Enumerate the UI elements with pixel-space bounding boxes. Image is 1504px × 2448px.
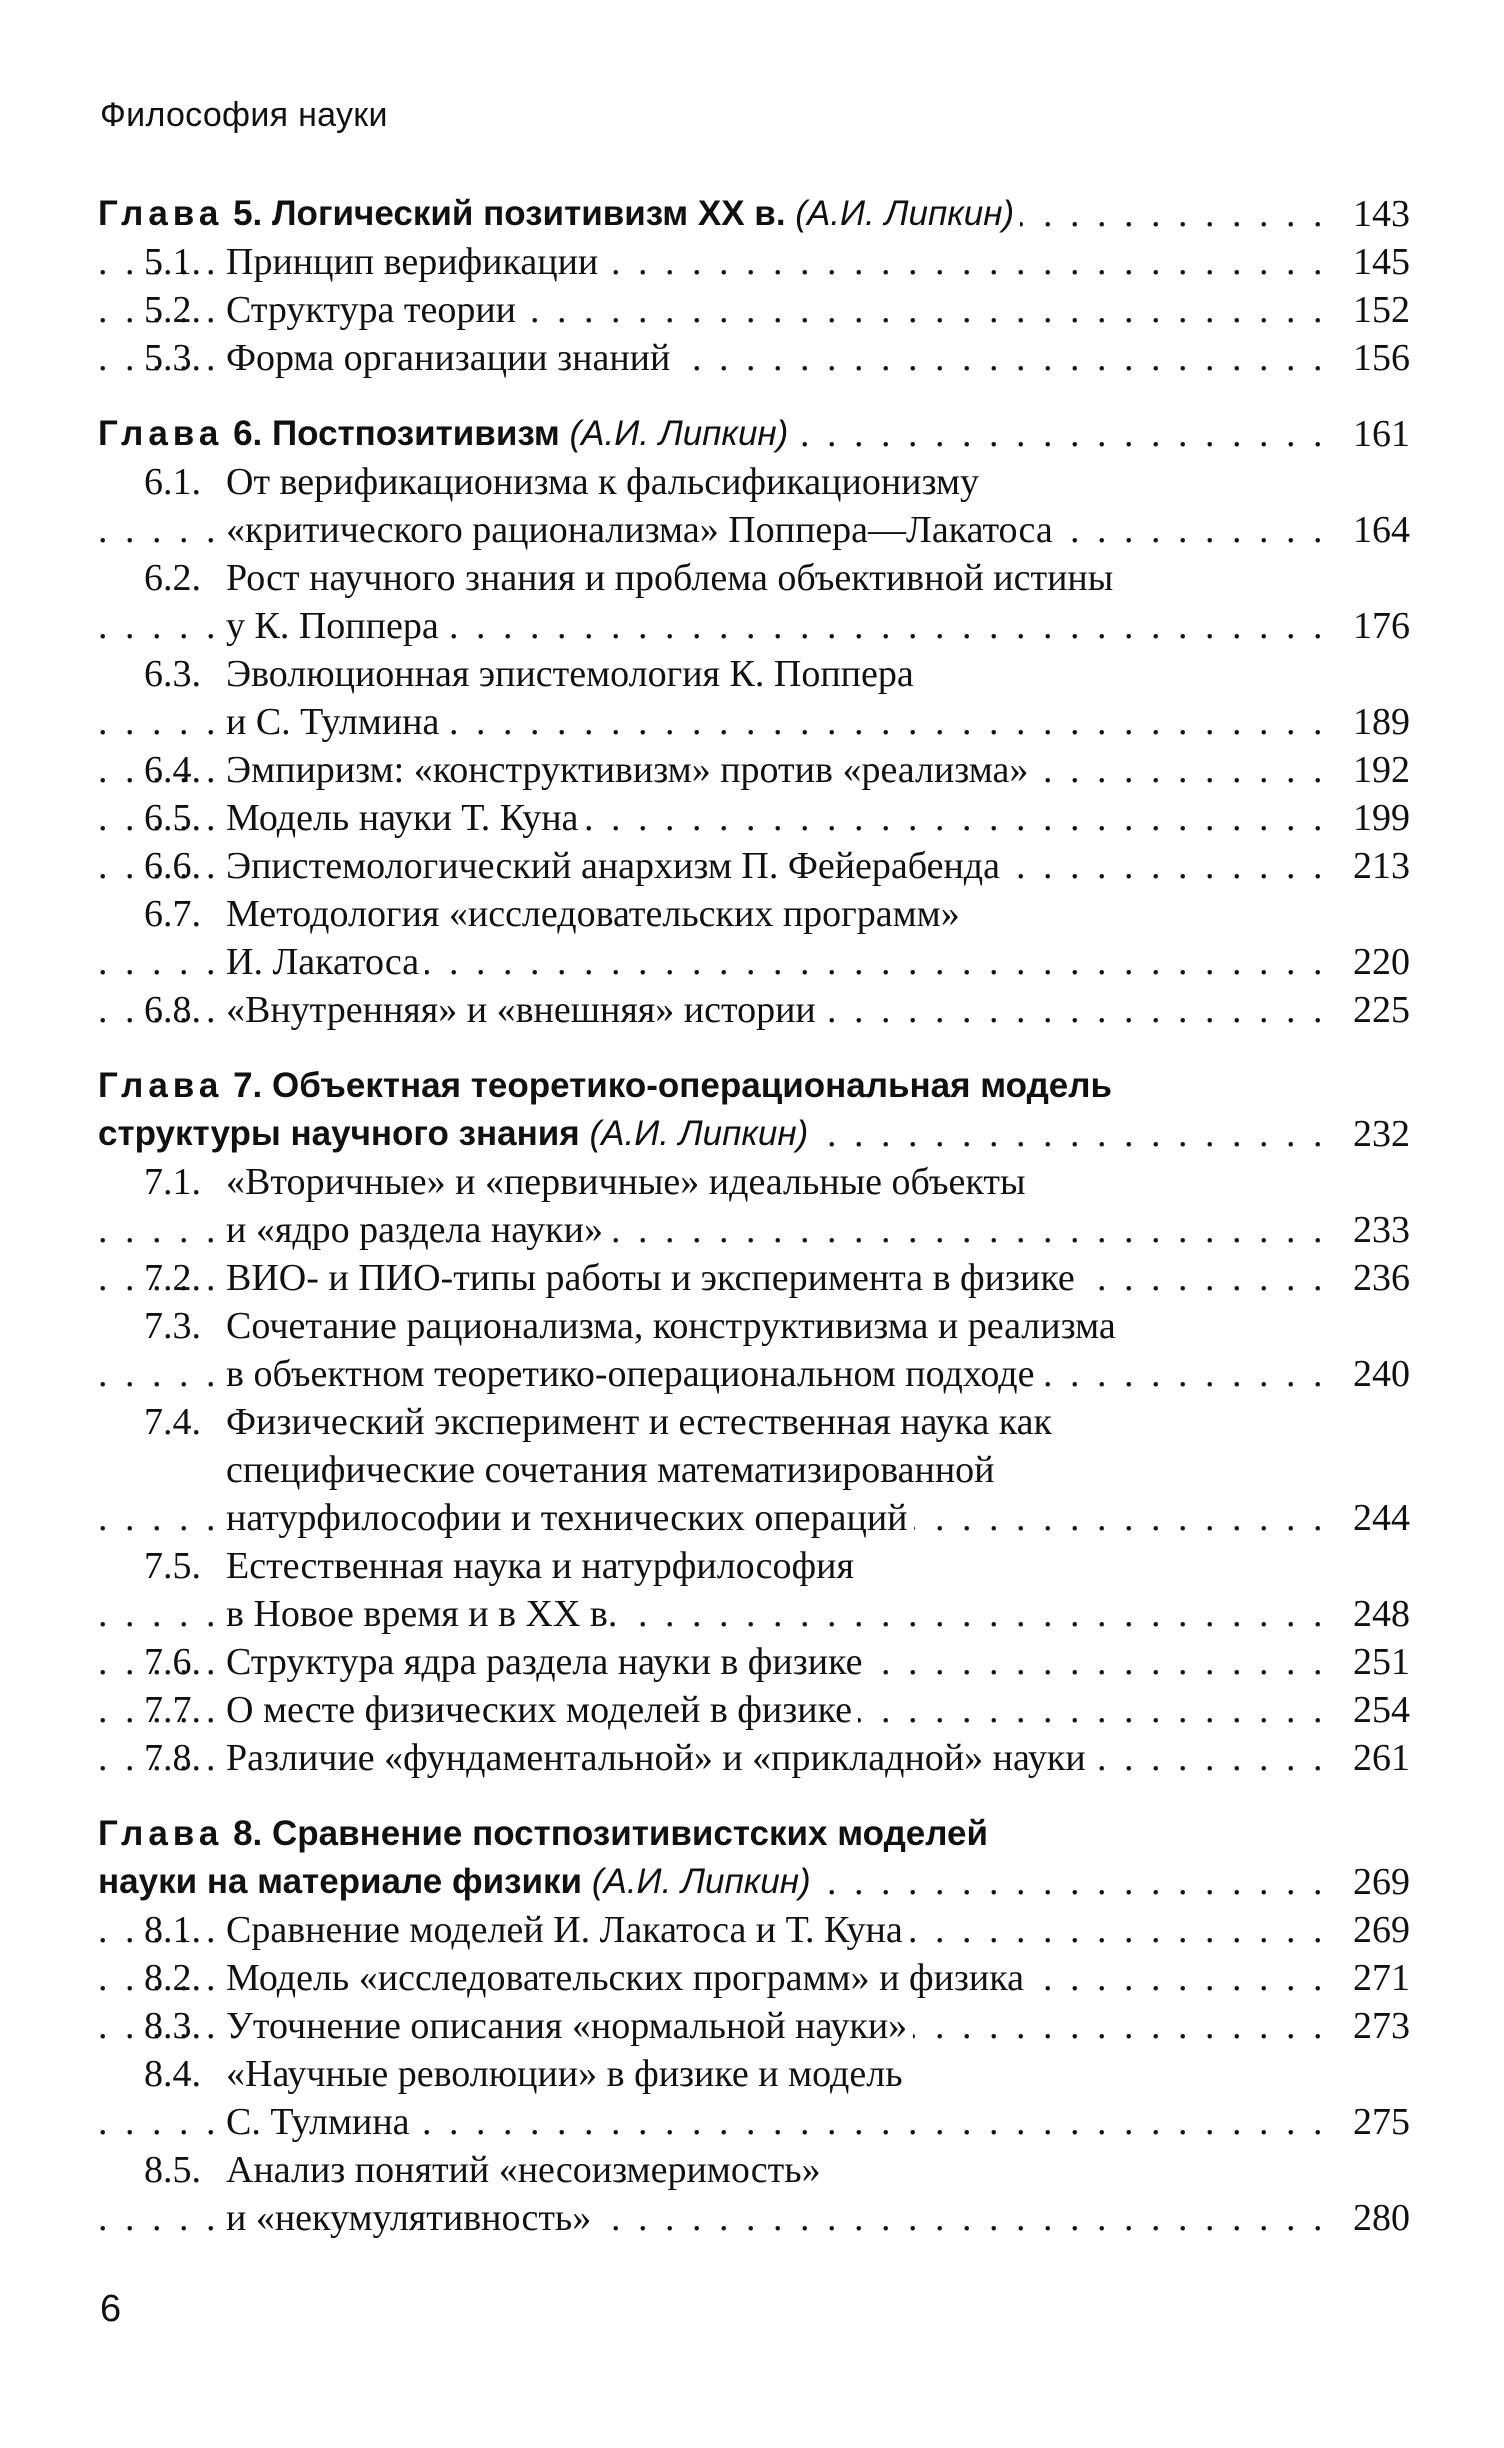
section-title-cont: . . . С. Тулмина [226,2098,416,2146]
section-title: Естественная наука и натурфилософия [226,1542,860,1590]
section-page: 240 [1338,1350,1410,1398]
section-page: 225 [1338,986,1410,1034]
section-page: 189 [1338,698,1410,746]
section-number: . . . 6.8. [144,989,201,1031]
section-8-2[interactable] [98,1954,1410,2002]
section-title: Различие «фундаментальной» и «прикладной» науки [226,1734,1092,1782]
section-7-4[interactable] [98,1398,1410,1446]
section-title-cont: . . . в объектном теоретико-операциональном подходе [226,1350,1041,1398]
section-number: . . . 7.2. [144,1257,201,1299]
chapter-5-heading[interactable] [98,190,1410,238]
chapter-page: 269 [1338,1858,1410,1906]
section-6-6[interactable] [98,842,1410,890]
section-title: Сочетание рационализма, конструктивизма и реализма [226,1302,1122,1350]
section-page: 236 [1338,1254,1410,1302]
chapter-page: 143 [1338,190,1410,238]
section-page: 152 [1338,286,1410,334]
section-6-7-cont[interactable] [98,938,1410,986]
section-8-5-cont[interactable] [98,2194,1410,2242]
chapter-7-heading-cont[interactable] [98,1110,1410,1158]
section-page: 271 [1338,1954,1410,2002]
section-title: Физический эксперимент и естественная наука как [226,1398,1058,1446]
section-title-cont: . . . в Новое время и в XX в. [226,1590,623,1638]
section-number: . . . 7.7. [144,1689,201,1731]
section-7-6[interactable] [98,1638,1410,1686]
chapter-number: 6. [233,414,263,453]
section-8-4[interactable] [98,2050,1410,2098]
chapter-title: Логический позитивизм XX в. [272,194,786,233]
section-page: 275 [1338,2098,1410,2146]
section-title: Модель науки Т. Куна [226,794,584,842]
section-page: 248 [1338,1590,1410,1638]
section-page: 176 [1338,602,1410,650]
chapter-page: 232 [1338,1110,1410,1158]
section-8-5[interactable] [98,2146,1410,2194]
section-8-1[interactable] [98,1906,1410,1954]
section-7-4-cont[interactable] [98,1446,1410,1494]
section-title: О месте физических моделей в физике [226,1686,858,1734]
chapter-number: 7. [233,1066,263,1105]
chapter-label: Глава [98,414,224,453]
section-5-2[interactable] [98,286,1410,334]
section-title-cont: . . . и С. Тулмина [226,698,445,746]
section-7-1[interactable] [98,1158,1410,1206]
section-7-5-cont[interactable] [98,1590,1410,1638]
section-page: 192 [1338,746,1410,794]
section-title-cont: специфические сочетания математизированной [226,1446,1001,1494]
running-head: Философия науки [100,96,388,134]
section-6-3[interactable] [98,650,1410,698]
section-page: 220 [1338,938,1410,986]
section-7-3[interactable] [98,1302,1410,1350]
table-of-contents [98,190,1410,2242]
section-number: 8.5. [144,2149,201,2191]
section-8-3[interactable] [98,2002,1410,2050]
section-title-cont: . . . и «некумулятивность» [226,2194,597,2242]
page-number: 6 [100,2288,122,2330]
section-page: 145 [1338,238,1410,286]
section-number: . . . 6.5. [144,797,201,839]
section-number: 7.4. [144,1401,201,1443]
section-number: 6.1. [144,461,201,503]
section-number: 7.3. [144,1305,201,1347]
chapter-title: Сравнение постпозитивистских моделей [272,1814,989,1853]
section-6-1[interactable] [98,458,1410,506]
section-number: 7.5. [144,1545,201,1587]
section-number: 7.1. [144,1161,201,1203]
section-title: Рост научного знания и проблема объективной истины [226,554,1119,602]
section-title: Эмпиризм: «конструктивизм» против «реализма» [226,746,1034,794]
section-title-cont: . . . натурфилософии и технических операций [226,1494,914,1542]
section-title: «Научные революции» в физике и модель [226,2050,909,2098]
chapter-label: Глава [98,194,224,233]
section-6-2[interactable] [98,554,1410,602]
section-number: 8.4. [144,2053,201,2095]
section-7-2[interactable] [98,1254,1410,1302]
section-title: «Внутренняя» и «внешняя» истории [226,986,822,1034]
section-title-cont: . . . И. Лакатоса [226,938,425,986]
section-6-7[interactable] [98,890,1410,938]
section-page: 244 [1338,1494,1410,1542]
section-title: Анализ понятий «несоизмеримость» [226,2146,827,2194]
section-title: Структура теории [226,286,522,334]
section-number: 6.7. [144,893,201,935]
chapter-title: Объектная теоретико-операциональная модель [272,1066,1113,1105]
section-title: Уточнение описания «нормальной науки» [226,2002,913,2050]
section-7-8[interactable] [98,1734,1410,1782]
section-number: . . . 6.6. [144,845,201,887]
section-5-1[interactable] [98,238,1410,286]
section-title-cont: . . . и «ядро раздела науки» [226,1206,609,1254]
section-number: . . . 7.8. [144,1737,201,1779]
section-page: 213 [1338,842,1410,890]
section-number: . . . 6.4. [144,749,201,791]
section-title: От верификационизма к фальсификационизму [226,458,985,506]
section-5-3[interactable] [98,334,1410,382]
section-page: 233 [1338,1206,1410,1254]
section-number: . . . 5.1. [144,241,201,283]
section-7-4-cont2[interactable] [98,1494,1410,1542]
section-page: 273 [1338,2002,1410,2050]
section-6-3-cont[interactable] [98,698,1410,746]
section-page: 261 [1338,1734,1410,1782]
chapter-author: (А.И. Липкин) [591,1862,811,1901]
section-title: Модель «исследовательских программ» и физика [226,1954,1030,2002]
section-number: . . . 8.2. [144,1957,201,1999]
section-6-4[interactable] [98,746,1410,794]
chapter-author: (А.И. Липкин) [569,414,789,453]
section-title: Структура ядра раздела науки в физике [226,1638,868,1686]
chapter-label: Глава [98,1814,224,1853]
chapter-8-heading-cont[interactable] [98,1858,1410,1906]
chapter-author: (А.И. Липкин) [795,194,1015,233]
section-6-2-cont[interactable] [98,602,1410,650]
chapter-number: 5. [233,194,263,233]
chapter-7-heading[interactable] [98,1062,1410,1110]
chapter-title-cont: структуры научного знания [98,1114,580,1153]
section-title: Сравнение моделей И. Лакатоса и Т. Куна [226,1906,909,1954]
section-title: ВИО- и ПИО-типы работы и эксперимента в физике [226,1254,1081,1302]
section-number: 6.3. [144,653,201,695]
section-6-8[interactable] [98,986,1410,1034]
section-7-5[interactable] [98,1542,1410,1590]
section-title-cont: . . . у К. Поппера [226,602,445,650]
chapter-page: 161 [1338,410,1410,458]
chapter-number: 8. [233,1814,263,1853]
section-title: Принцип верификации [226,238,604,286]
section-8-4-cont[interactable] [98,2098,1410,2146]
chapter-8-heading[interactable] [98,1810,1410,1858]
chapter-title-cont: науки на материале физики [98,1862,583,1901]
section-number: 6.2. [144,557,201,599]
section-page: 269 [1338,1906,1410,1954]
section-page: 280 [1338,2194,1410,2242]
section-page: 164 [1338,506,1410,554]
section-title-cont: . . . «критического рационализма» Поппера—Лакатоса [226,506,1059,554]
section-page: 254 [1338,1686,1410,1734]
section-title: Форма организации знаний [226,334,676,382]
section-number: . . . 5.2. [144,289,201,331]
section-6-5[interactable] [98,794,1410,842]
section-number: . . . 7.6. [144,1641,201,1683]
section-7-7[interactable] [98,1686,1410,1734]
section-page: 199 [1338,794,1410,842]
section-6-1-cont[interactable] [98,506,1410,554]
section-page: 156 [1338,334,1410,382]
section-number: . . . 8.1. [144,1909,201,1951]
chapter-title: Постпозитивизм [272,414,560,453]
section-title: Эволюционная эпистемология К. Поппера [226,650,920,698]
chapter-author: (А.И. Липкин) [589,1114,809,1153]
section-page: 251 [1338,1638,1410,1686]
section-title: Методология «исследовательских программ» [226,890,966,938]
section-7-1-cont[interactable] [98,1206,1410,1254]
section-7-3-cont[interactable] [98,1350,1410,1398]
chapter-6-heading[interactable] [98,410,1410,458]
section-number: . . . 8.3. [144,2005,201,2047]
chapter-label: Глава [98,1066,224,1105]
section-title: «Вторичные» и «первичные» идеальные объекты [226,1158,1032,1206]
section-title: Эпистемологический анархизм П. Фейерабенда [226,842,1006,890]
section-number: . . . 5.3. [144,337,201,379]
